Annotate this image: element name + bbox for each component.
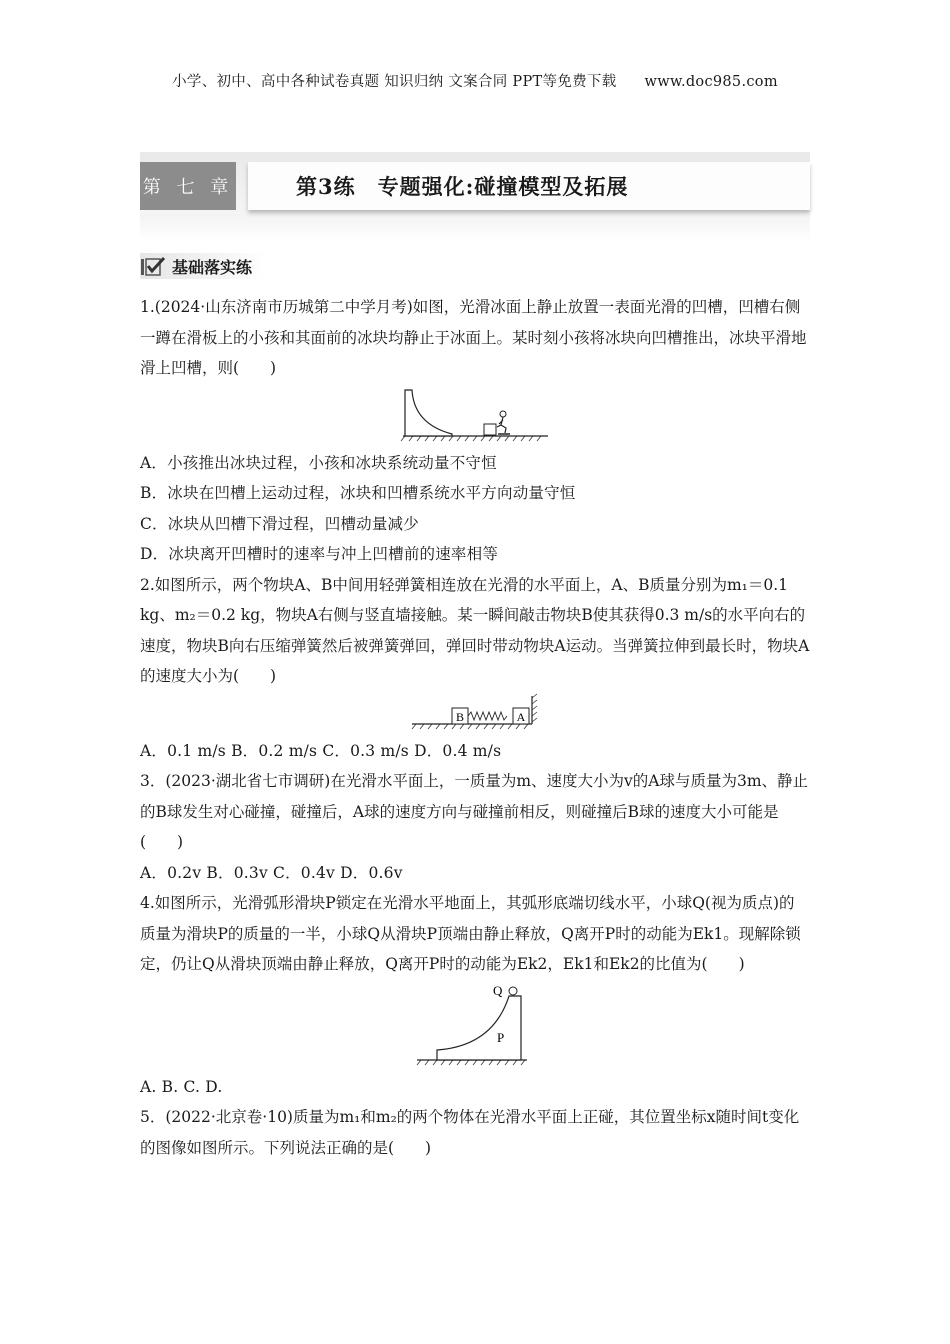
q3-options: A．0.2v B．0.3v C．0.4v D．0.6v: [140, 863, 403, 882]
question-list: [140, 292, 810, 1163]
q2-label-b: B: [455, 709, 465, 724]
q4-label-p: P: [497, 1029, 505, 1045]
chapter-label: 第 七 章: [140, 162, 236, 210]
question-5-stem: 5．(2022·北京卷·10)质量为m₁和m₂的两个物体在光滑水平面上正碰，其位置坐标x随时间t变化的图像如图所示。下列说法正确的是( ): [140, 1108, 800, 1157]
page-title: 第3练 专题强化:碰撞模型及拓展: [296, 174, 629, 199]
q1-diagram: [400, 384, 550, 444]
question-2-stem: 2.如图所示，两个物块A、B中间用轻弹簧相连放在光滑的水平面上，A、B质量分别为m₁＝0.1 kg、m₂＝0.2 kg，物块A右侧与竖直墙接触。某一瞬间敲击物块B使其获得0.3 m/s的水平向右的速度，物块B向右压缩弹簧然后被弹簧弹回，弹回时带动物块A运动。当弹簧拉伸到最长时，物块A的速度大小为( ): [140, 575, 810, 685]
chapter-banner: [140, 152, 810, 242]
question-3-stem: 3．(2023·湖北省七市调研)在光滑水平面上，一质量为m、速度大小为v的A球与质量为3m、静止的B球发生对心碰撞，碰撞后，A球的速度方向与碰撞前相反，则碰撞后B球的速度大小可能是( ): [140, 772, 809, 851]
q1-option-b: B．冰块在凹槽上运动过程，冰块和凹槽系统水平方向动量守恒: [140, 484, 576, 502]
q2-options: A．0.1 m/s B．0.2 m/s C．0.3 m/s D．0.4 m/s: [140, 741, 502, 760]
header-text: 小学、初中、高中各种试卷真题 知识归纳 文案合同 PPT等免费下载: [172, 74, 617, 90]
section-heading: [140, 253, 266, 279]
question-4-stem: 4.如图所示，光滑弧形滑块P锁定在光滑水平地面上，其弧形底端切线水平，小球Q(视为质点)的质量为滑块P的质量的一半，小球Q从滑块P顶端由静止释放，Q离开P时的动能为Ek1。现解除锁定，仍让Q从滑块顶端由静止释放，Q离开P时的动能为Ek2，Ek1和Ek2的比值为( ): [140, 894, 801, 973]
q1-option-c: C．冰块从凹槽下滑过程，凹槽动量减少: [140, 514, 419, 533]
q4-figure: [140, 980, 810, 1072]
q1-option-d: D．冰块离开凹槽时的速率与冲上凹槽前的速率相等: [140, 545, 499, 563]
q4-diagram: [415, 980, 535, 1072]
q1-figure: [140, 384, 810, 448]
q2-label-a: A: [516, 709, 526, 724]
section-title: 基础落实练: [172, 257, 253, 277]
header-site-link[interactable]: www.doc985.com: [644, 74, 778, 90]
q4-options: A. B. C. D.: [140, 1077, 223, 1096]
page-header: [0, 70, 950, 91]
q4-label-q: Q: [493, 982, 503, 998]
banner-title-box: [248, 162, 810, 210]
q2-diagram: [410, 692, 540, 734]
q1-option-a: A．小孩推出冰块过程，小孩和冰块系统动量不守恒: [140, 453, 497, 472]
question-1-stem: 1.(2024·山东济南市历城第二中学月考)如图，光滑冰面上静止放置一表面光滑的凹槽，凹槽右侧一蹲在滑板上的小孩和其面前的冰块均静止于冰面上。某时刻小孩将冰块向凹槽推出，冰块平滑地滑上凹槽，则( ): [140, 298, 807, 377]
checkmark-icon: [140, 256, 166, 276]
q2-figure: [140, 692, 810, 736]
banner-fade: [140, 214, 810, 242]
